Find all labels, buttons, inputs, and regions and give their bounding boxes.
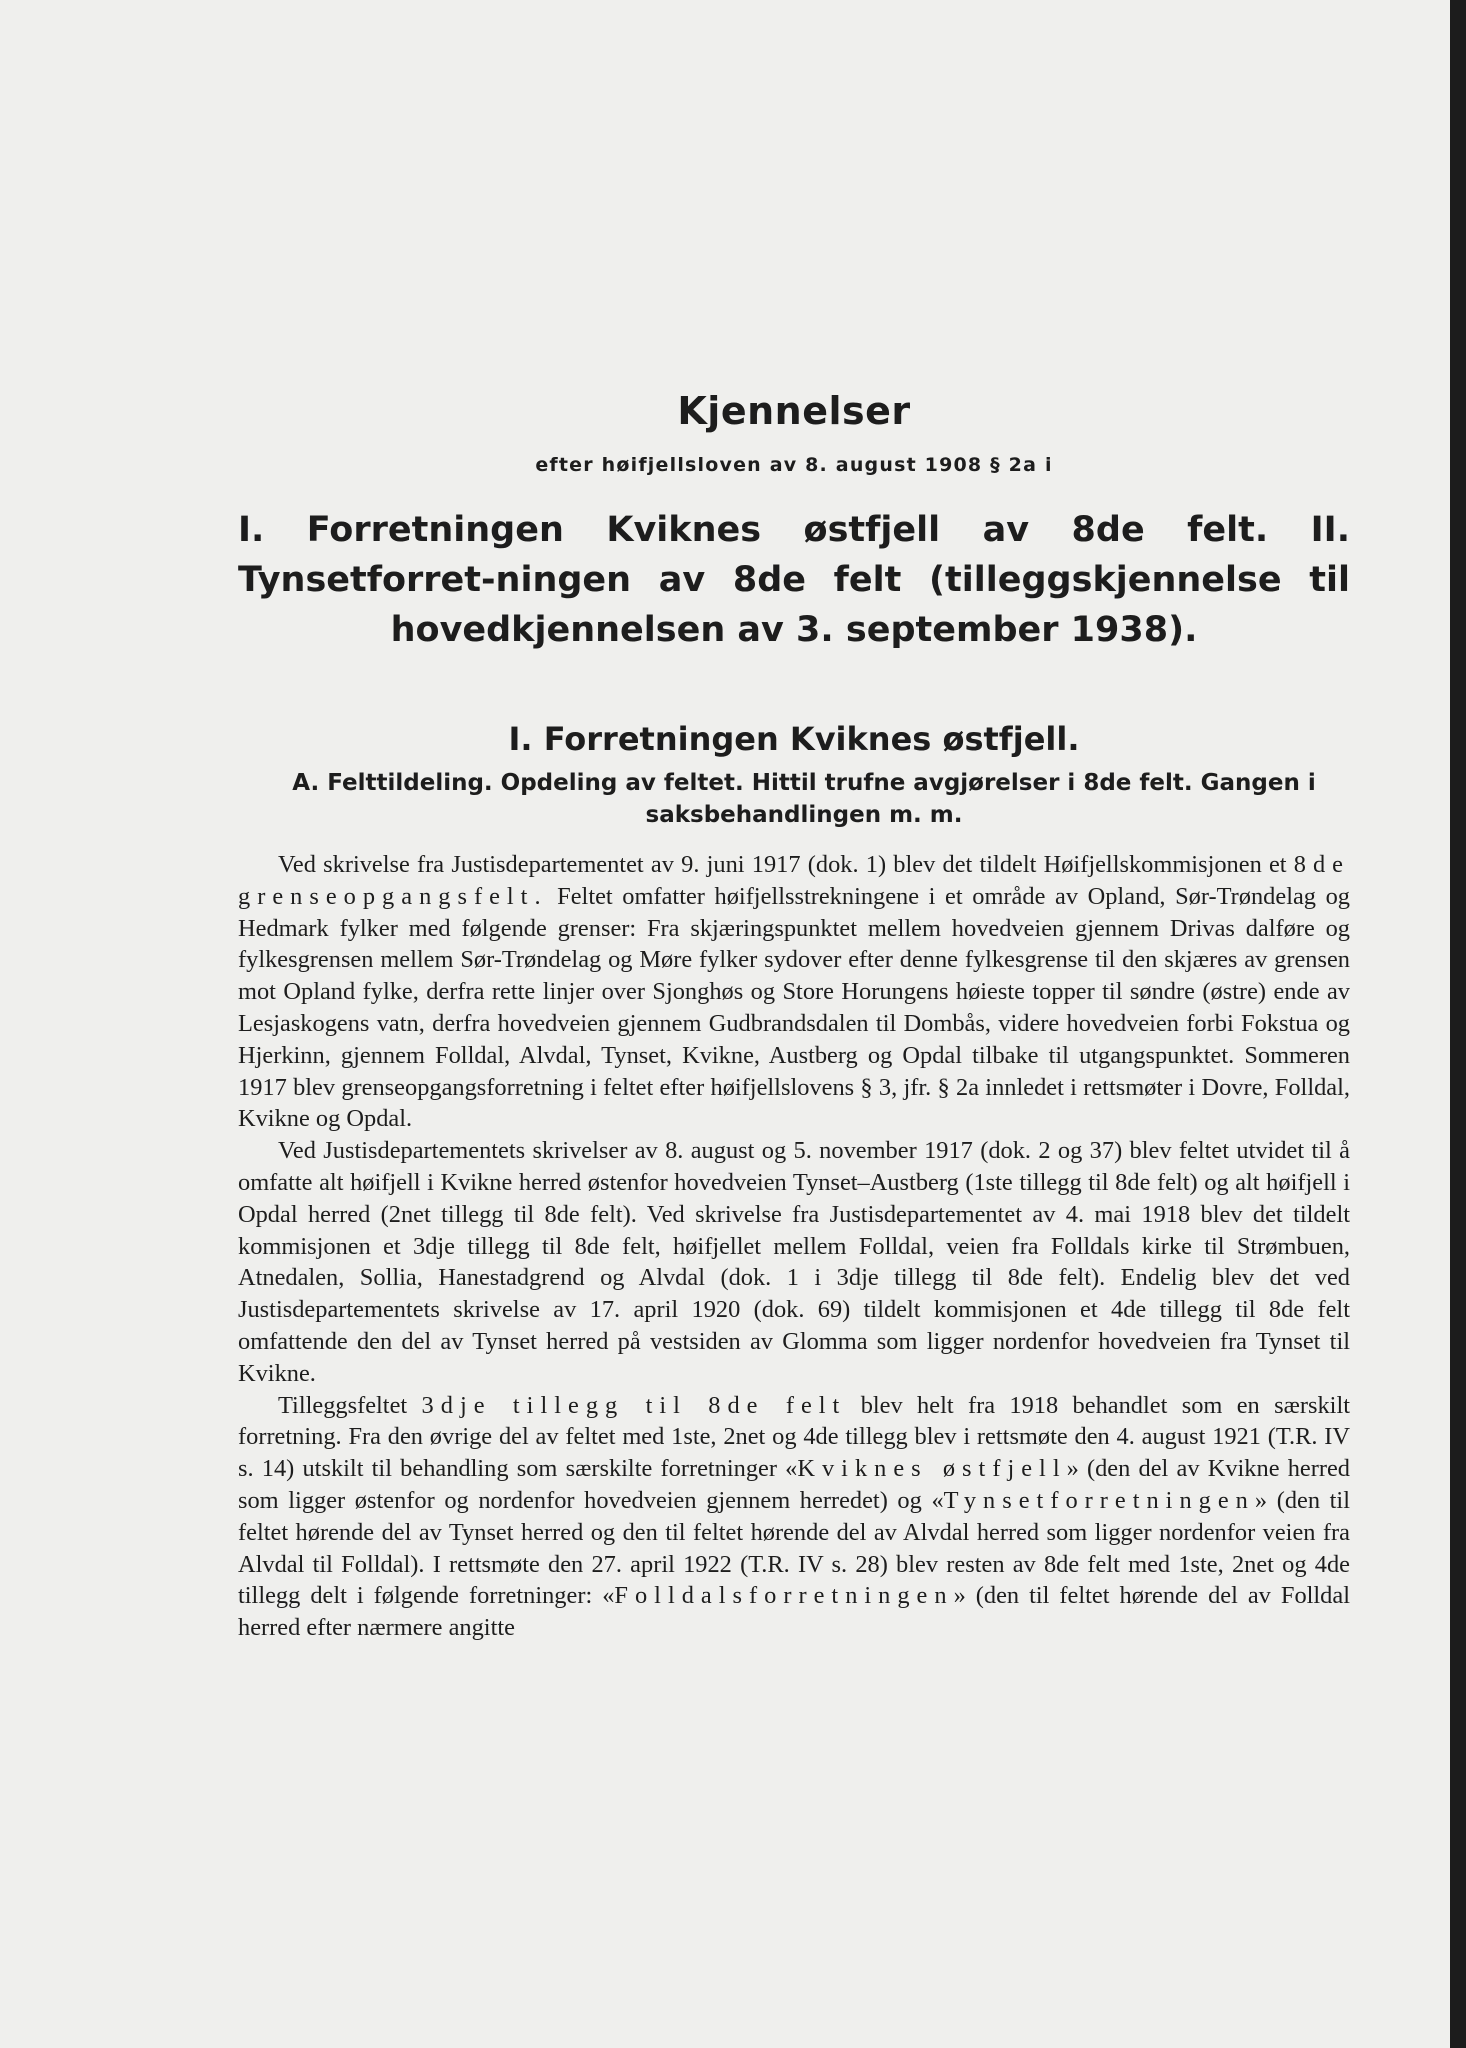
document-subtitle: efter høifjellsloven av 8. august 1908 § 2a i: [535, 454, 1053, 476]
paragraph-text: Tilleggsfeltet: [278, 1391, 422, 1419]
paragraph-2: Ved Justisdepartementets skrivelser av 8. august og 5. november 1917 (dok. 2 og 37) blev feltet utvidet til å omfatte alt høifjell i Kvikne herred østenfor hovedveien Tynset–Austberg (1ste tillegg til 8de felt) og alt høifjell i Opdal herred (2net tillegg til 8de felt). Ved skrivelse fra Justisdepartementet av 4. mai 1918 blev det tildelt kommisjonen et 3dje tillegg til 8de felt, høifjellet mellem Folldal, veien fra Folldals kirke til Strømbuen, Atnedalen, Sollia, Hanestadgrend og Alvdal (dok. 1 i 3dje tillegg til 8de felt). Endelig blev det ved Justisdepartementets skrivelse av 17. april 1920 (dok. 69) tildelt kommisjonen et 4de tillegg til 8de felt omfattende den del av Tynset herred på vestsiden av Glomma som ligger nordenfor hovedveien fra Tynset til Kvikne.: [238, 1137, 1350, 1387]
paragraph-text: Feltet omfatter høifjellsstrekningene i et område av Opland, Sør-Trøndelag og Hedmark fylker med følgende grenser: Fra skjæringspunktet mellem hovedveien gjennem Drivas dalføre og fylkesgrensen mellem Sør-Trøndelag og Møre fylker sydover efter denne fylkesgrense til den skjæres av grensen mot Opland fylke, derfra rette linjer over Sjonghøs og Store Horungens høieste topper til søndre (østre) ende av Lesjaskogens vatn, derfra hovedveien gjennem Gudbrandsdalen til Dombås, videre hovedveien forbi Fokstua og Hjerkinn, gjennem Folldal, Alvdal, Tynset, Kvikne, Austberg og Opdal tilbake til utgangspunktet. Sommeren 1917 blev grenseopgangsforretning i feltet efter høifjellslovens § 3, jfr. § 2a innledet i rettsmøter i Dovre, Folldal, Kvikne og Opdal.: [238, 882, 1350, 1133]
spaced-emphasis: Folldalsforretningen: [614, 1582, 954, 1610]
spaced-emphasis: 8de grenseopgangsfelt.: [238, 851, 1350, 910]
document-content: [238, 385, 1350, 1644]
spaced-emphasis: 3dje tillegg til 8de felt: [421, 1391, 847, 1419]
body-text: [238, 849, 1350, 1644]
scan-edge: [1450, 0, 1466, 2048]
paragraph-text: Ved skrivelse fra Justisdepartementet av 9. juni 1917 (dok. 1) blev det tildelt Høifjellskommisjonen et: [278, 851, 1294, 878]
document-title: Kjennelser: [677, 389, 911, 433]
paragraph-1: [238, 849, 1350, 1135]
paragraph-text: » (den del av Kvikne herred som ligger østenfor og nordenfor hovedveien gjennem herredet) og «: [238, 1455, 1350, 1514]
document-heading: I. Forretningen Kviknes østfjell av 8de felt. II. Tynsetforret-ningen av 8de felt (tilleggskjennelse til hovedkjennelsen av 3. september 1938).: [238, 510, 1350, 650]
subsection-title: A. Felttildeling. Opdeling av feltet. Hittil trufne avgjørelser i 8de felt. Gangen i saksbehandlingen m. m.: [292, 770, 1316, 828]
spaced-emphasis: Kviknes østfjell: [797, 1455, 1067, 1483]
paragraph-text: » (den til feltet hørende del av Folldal herred efter nærmere angitte: [238, 1582, 1350, 1642]
spaced-emphasis: Tynsetforretningen: [943, 1486, 1255, 1514]
paragraph-3: [238, 1390, 1350, 1644]
section-title: I. Forretningen Kviknes østfjell.: [508, 720, 1080, 758]
paragraph-text: » (den til feltet hørende del av Tynset herred og den til feltet hørende del av Alvdal herred som ligger nordenfor veien fra Alvdal til Folldal). I rettsmøte den 27. april 1922 (T.R. IV s. 28) blev resten av 8de felt med 1ste, 2net og 4de tillegg delt i følgende forretninger: «: [238, 1486, 1350, 1610]
paragraph-text: blev helt fra 1918 behandlet som en særskilt forretning. Fra den øvrige del av feltet med 1ste, 2net og 4de tillegg blev i rettsmøte den 4. august 1921 (T.R. IV s. 14) utskilt til behandling som særskilte forretninger «: [238, 1391, 1351, 1483]
